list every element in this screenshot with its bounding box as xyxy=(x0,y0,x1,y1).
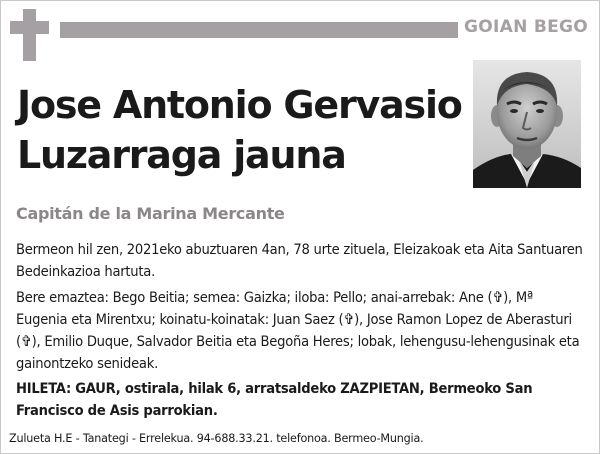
portrait-illustration xyxy=(473,60,581,188)
deceased-name-line2: Luzarraga jauna xyxy=(17,133,346,177)
deceased-name xyxy=(17,80,477,180)
header-bar xyxy=(60,22,458,38)
deceased-name-line1: Jose Antonio Gervasio xyxy=(17,83,462,127)
family-paragraph: Bere emaztea: Bego Beitia; semea: Gaizka; iloba: Pello; anai-arrebak: Ane (✞), Mª Eugenia eta Mirentxu; koinatu-koinatak: Juan Saez (✞), Jose Ramon Lopez de Aberasturi (✞), Emilio Duque, Salvador Beitia eta Begoña Heres; lobak, lehengusu-lehengusinak eta gainontzeko senideak. xyxy=(16,289,580,372)
portrait-photo xyxy=(473,60,581,188)
cross-icon xyxy=(10,9,49,61)
brand-label: GOIAN BEGO xyxy=(464,17,589,37)
funeral-paragraph: HILETA: GAUR, ostirala, hilak 6, arratsaldeko ZAZPIETAN, Bermeoko San Francisco de Asis parrokian. xyxy=(16,380,533,419)
death-notice-paragraph: Bermeon hil zen, 2021eko abuztuaren 4an, 78 urte zituela, Eleizakoak eta Aita Santuaren Bedeinkazioa hartuta. xyxy=(16,241,583,280)
funeral-home-footer: Zulueta H.E - Tanategi - Errelekua. 94-688.33.21. telefonoa. Bermeo-Mungia. xyxy=(9,432,424,445)
occupation-subtitle: Capitán de la Marina Mercante xyxy=(16,204,285,223)
